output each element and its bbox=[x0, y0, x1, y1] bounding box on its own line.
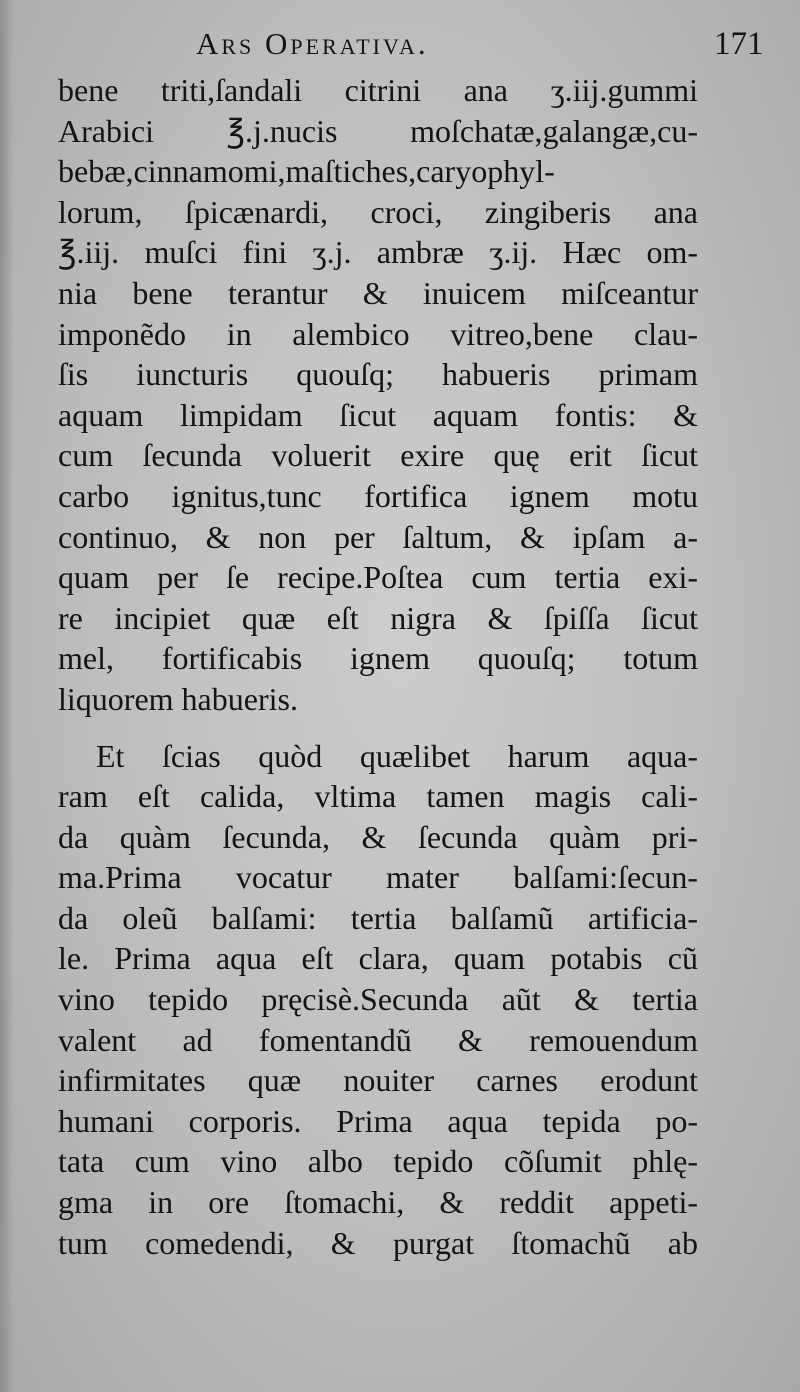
text-line: bene triti,ſandali citrini ana ʒ.iij.gummi bbox=[58, 72, 698, 108]
text-line: imponẽdo in alembico vitreo,bene clau- bbox=[58, 315, 698, 352]
text-line: le. Prima aqua eſt clara, quam potabis cũ bbox=[58, 940, 698, 977]
text-line: Et ſcias quòd quælibet harum aqua- bbox=[96, 737, 698, 774]
text-line: quam per ſe recipe.Poſtea cum tertia exi- bbox=[58, 559, 698, 596]
text-line: ram eſt calida, vltima tamen magis cali- bbox=[58, 778, 698, 815]
page-edge-shadow bbox=[0, 0, 14, 1392]
paragraph bbox=[58, 736, 698, 1264]
text-line: bebæ,cinnamomi,maſtiches,caryophyl- bbox=[58, 153, 555, 190]
text-line: nia bene terantur & inuicem miſceantur bbox=[58, 274, 698, 311]
text-line: cum ſecunda voluerit exire quę erit ſicut bbox=[58, 437, 698, 474]
text-line: vino tepido pręcisè.Secunda aũt & tertia bbox=[58, 981, 698, 1018]
text-line: da oleũ balſami: tertia balſamũ artificia- bbox=[58, 899, 698, 936]
text-line: da quàm ſecunda, & ſecunda quàm pri- bbox=[58, 818, 698, 855]
text-line: re incipiet quæ eſt nigra & ſpiſſa ſicut bbox=[58, 599, 698, 636]
text-line: lorum, ſpicænardi, croci, zingiberis ana bbox=[58, 193, 698, 230]
page-header bbox=[0, 20, 800, 72]
text-line: aquam limpidam ſicut aquam fontis: & bbox=[58, 396, 698, 433]
text-line: gma in ore ſtomachi, & reddit appeti- bbox=[58, 1184, 698, 1221]
body-text bbox=[58, 70, 698, 1263]
text-line: ℥.iij. muſci fini ʒ.j. ambræ ʒ.ij. Hæc om- bbox=[58, 234, 698, 271]
text-line: valent ad fomentandũ & remouendum bbox=[58, 1021, 698, 1058]
page-number: 171 bbox=[714, 26, 764, 62]
paragraph bbox=[58, 70, 698, 720]
running-head: Ars Operativa. bbox=[196, 26, 429, 61]
text-line: infirmitates quæ nouiter carnes erodunt bbox=[58, 1062, 698, 1099]
paragraph-gap bbox=[58, 720, 698, 736]
text-line: ſis iuncturis quouſq; habueris primam bbox=[58, 356, 698, 393]
text-line: tata cum vino albo tepido cõſumit phlę- bbox=[58, 1143, 698, 1180]
text-line: liquorem habueris. bbox=[58, 680, 298, 717]
text-line: Arabici ℥.j.nucis moſchatæ,galangæ,cu- bbox=[58, 112, 698, 149]
text-line: ma.Prima vocatur mater balſami:ſecun- bbox=[58, 859, 698, 896]
text-line: continuo, & non per ſaltum, & ipſam a- bbox=[58, 518, 698, 555]
text-line: humani corporis. Prima aqua tepida po- bbox=[58, 1102, 698, 1139]
text-line: mel, fortificabis ignem quouſq; totum bbox=[58, 640, 698, 677]
text-line: tum comedendi, & purgat ſtomachũ ab bbox=[58, 1224, 698, 1261]
text-line: carbo ignitus,tunc fortifica ignem motu bbox=[58, 477, 698, 514]
